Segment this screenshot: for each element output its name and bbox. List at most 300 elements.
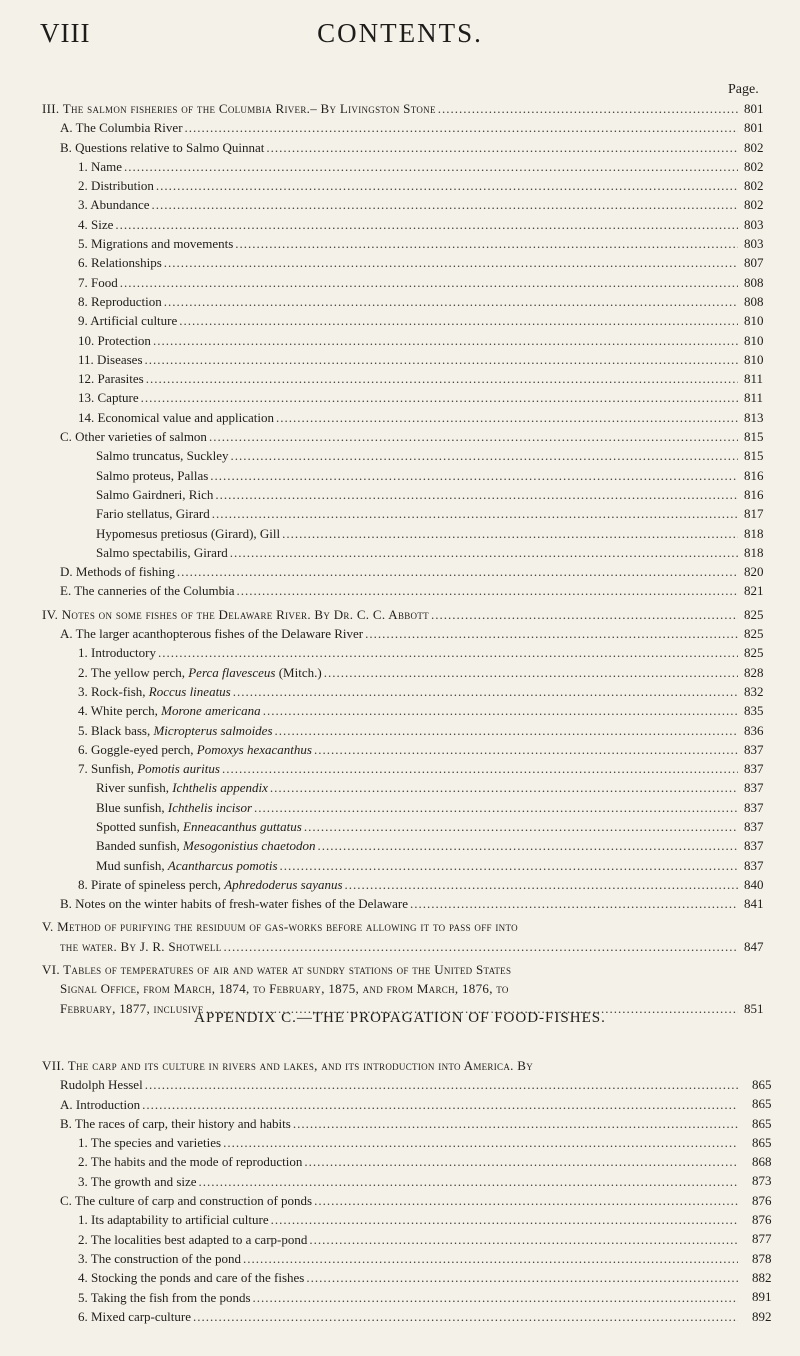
dot-leader bbox=[230, 543, 738, 562]
entry-page: 865 bbox=[752, 1096, 772, 1112]
entry-label: Salmo Gairdneri, Rich bbox=[96, 486, 214, 502]
entry-page: 837 bbox=[744, 799, 764, 815]
toc-entry bbox=[0, 1114, 800, 1133]
entry-title bbox=[78, 1268, 304, 1287]
toc-entry bbox=[0, 504, 800, 523]
entry-page: 802 bbox=[744, 178, 764, 194]
entry-label: Salmo spectabilis, Girard bbox=[96, 544, 228, 560]
entry-page: 837 bbox=[744, 780, 764, 796]
entry-page: 810 bbox=[744, 351, 764, 367]
toc-entry bbox=[0, 1288, 800, 1307]
entry-title bbox=[78, 1152, 302, 1171]
dot-leader bbox=[271, 1210, 738, 1229]
dot-leader bbox=[324, 663, 738, 682]
toc-entry bbox=[0, 701, 800, 720]
toc-entry bbox=[0, 643, 800, 662]
toc-entry bbox=[0, 195, 800, 214]
entry-title bbox=[42, 917, 518, 936]
dot-leader bbox=[233, 682, 738, 701]
toc-entry bbox=[0, 1095, 800, 1114]
entry-label: IV. Notes on some fishes of the Delaware River. By Dr. C. C. Abbott bbox=[42, 606, 429, 622]
entry-label: A. The Columbia River bbox=[60, 120, 183, 136]
entry-title bbox=[60, 581, 234, 600]
entry-title bbox=[78, 157, 122, 176]
dot-leader bbox=[215, 485, 738, 504]
entry-label: 1. Introductory bbox=[78, 645, 156, 661]
species-name: Micropterus salmoides bbox=[153, 722, 273, 738]
entry-label: 1. Its adaptability to artificial culture bbox=[78, 1212, 269, 1228]
entry-page: 878 bbox=[752, 1250, 772, 1266]
section-heading bbox=[0, 960, 800, 979]
entry-label: 1. The species and varieties bbox=[78, 1135, 222, 1151]
entry-title bbox=[60, 979, 509, 998]
entry-page: 807 bbox=[744, 255, 764, 271]
entry-label: 5. Taking the fish from the ponds bbox=[78, 1289, 251, 1305]
entry-title bbox=[60, 1095, 140, 1114]
dot-leader bbox=[199, 1172, 738, 1191]
toc-entry bbox=[0, 663, 800, 682]
entry-title bbox=[78, 875, 343, 894]
species-name: Pomotis auritus bbox=[137, 761, 220, 777]
entry-label: V. Method of purifying the residuum of gas-works before allowing it to pass off into bbox=[42, 919, 518, 935]
entry-page: 835 bbox=[744, 703, 764, 719]
entry-title bbox=[78, 253, 162, 272]
entry-page: 802 bbox=[744, 139, 764, 155]
entry-label: 10. Protection bbox=[78, 332, 151, 348]
dot-leader bbox=[309, 1230, 738, 1249]
section-heading bbox=[0, 605, 800, 624]
toc-entry bbox=[0, 1172, 800, 1191]
entry-page: 840 bbox=[744, 876, 764, 892]
species-name: Aphredoderus sayanus bbox=[224, 876, 343, 892]
entry-title bbox=[60, 1114, 291, 1133]
entry-title bbox=[96, 836, 316, 855]
entry-title bbox=[78, 311, 177, 330]
appendix-contents-list bbox=[0, 1056, 800, 1326]
entry-title bbox=[96, 466, 208, 485]
entry-page: 811 bbox=[744, 390, 764, 406]
entry-title bbox=[60, 937, 222, 956]
species-name: Acantharcus pomotis bbox=[167, 857, 278, 873]
dot-leader bbox=[304, 1152, 738, 1171]
dot-leader bbox=[224, 937, 738, 956]
toc-entry bbox=[0, 624, 800, 643]
entry-title bbox=[78, 1172, 197, 1191]
toc-entry bbox=[0, 253, 800, 272]
entry-page: 813 bbox=[744, 409, 764, 425]
entry-label: Fario stellatus, Girard bbox=[96, 506, 210, 522]
entry-title bbox=[96, 798, 252, 817]
dot-leader bbox=[179, 311, 738, 330]
entry-page: 808 bbox=[744, 274, 764, 290]
entry-label: 7. Sunfish, bbox=[78, 761, 134, 777]
entry-title bbox=[78, 701, 261, 720]
entry-label: 8. Pirate of spineless perch, bbox=[78, 876, 221, 892]
dot-leader bbox=[222, 759, 738, 778]
toc-entry bbox=[0, 1152, 800, 1171]
page-title: CONTENTS. bbox=[317, 18, 483, 48]
entry-page: 803 bbox=[744, 236, 764, 252]
entry-suffix: (Mitch.) bbox=[278, 664, 322, 680]
toc-entry bbox=[0, 740, 800, 759]
species-name: Morone americana bbox=[161, 703, 261, 719]
entry-label: 6. Goggle-eyed perch, bbox=[78, 741, 194, 757]
toc-entry bbox=[0, 543, 800, 562]
dot-leader bbox=[431, 605, 738, 624]
entry-title bbox=[78, 643, 156, 662]
toc-entry bbox=[0, 581, 800, 600]
toc-entry bbox=[0, 292, 800, 311]
entry-page: 802 bbox=[744, 197, 764, 213]
entry-page: 818 bbox=[744, 544, 764, 560]
entry-title bbox=[78, 292, 162, 311]
entry-title bbox=[78, 350, 143, 369]
entry-label: C. The culture of carp and construction of ponds bbox=[60, 1193, 313, 1209]
entry-page: 876 bbox=[752, 1212, 772, 1228]
entry-label: 14. Economical value and application bbox=[78, 409, 275, 425]
dot-leader bbox=[115, 215, 738, 234]
entry-page: 828 bbox=[744, 664, 764, 680]
entry-page: 802 bbox=[744, 158, 764, 174]
dot-leader bbox=[151, 195, 738, 214]
section-heading-cont bbox=[0, 979, 800, 998]
dot-leader bbox=[193, 1307, 738, 1326]
toc-entry bbox=[0, 311, 800, 330]
appendix-page-column bbox=[752, 1075, 792, 1326]
entry-label: 2. The habits and the mode of reproduction bbox=[78, 1154, 303, 1170]
entry-label: 2. Distribution bbox=[78, 178, 154, 194]
dot-leader bbox=[266, 138, 738, 157]
species-name: Enneacanthus guttatus bbox=[183, 818, 302, 834]
toc-entry bbox=[0, 408, 800, 427]
entry-title bbox=[78, 234, 233, 253]
dot-leader bbox=[306, 1268, 738, 1287]
contents-list bbox=[0, 99, 800, 1018]
dot-leader bbox=[438, 99, 738, 118]
entry-page: 837 bbox=[744, 857, 764, 873]
species-name: Roccus lineatus bbox=[148, 683, 231, 699]
entry-title bbox=[60, 427, 207, 446]
entry-page: 891 bbox=[752, 1289, 772, 1305]
entry-page: 801 bbox=[744, 101, 764, 116]
toc-entry bbox=[0, 157, 800, 176]
entry-title bbox=[96, 504, 210, 523]
entry-label: Signal Office, from March, 1874, to February, 1875, and from March, 1876, to bbox=[60, 981, 509, 997]
entry-page: 836 bbox=[744, 722, 764, 738]
section-heading-cont bbox=[0, 1075, 800, 1094]
entry-title bbox=[60, 894, 408, 913]
toc-entry bbox=[0, 524, 800, 543]
entry-page: 817 bbox=[744, 506, 764, 522]
entry-page: 865 bbox=[752, 1115, 772, 1131]
entry-title bbox=[78, 215, 113, 234]
toc-entry bbox=[0, 485, 800, 504]
entry-label: Blue sunfish, bbox=[96, 799, 165, 815]
entry-page: 837 bbox=[744, 741, 764, 757]
entry-title bbox=[96, 856, 278, 875]
entry-title bbox=[60, 1075, 143, 1094]
entry-label: 4. Stocking the ponds and care of the fishes bbox=[78, 1270, 305, 1286]
entry-page: 851 bbox=[744, 1000, 764, 1016]
page-number: VIII bbox=[40, 18, 91, 48]
dot-leader bbox=[120, 273, 738, 292]
entry-label: A. The larger acanthopterous fishes of the Delaware River bbox=[60, 626, 364, 642]
entry-title bbox=[78, 721, 273, 740]
entry-title bbox=[78, 663, 322, 682]
entry-label: Salmo proteus, Pallas bbox=[96, 467, 209, 483]
entry-title bbox=[78, 331, 151, 350]
entry-label: 9. Artificial culture bbox=[78, 313, 178, 329]
entry-label: River sunfish, bbox=[96, 780, 169, 796]
entry-title bbox=[42, 1056, 533, 1075]
dot-leader bbox=[185, 118, 738, 137]
dot-leader bbox=[223, 1133, 738, 1152]
entry-label: Mud sunfish, bbox=[96, 857, 165, 873]
entry-label: 4. Size bbox=[78, 216, 114, 232]
dot-leader bbox=[164, 292, 738, 311]
entry-label: III. The salmon fisheries of the Columbia River.– By Livingston Stone bbox=[42, 101, 436, 116]
entry-title bbox=[96, 543, 228, 562]
entry-label: C. Other varieties of salmon bbox=[60, 429, 207, 445]
entry-page: 801 bbox=[744, 120, 764, 136]
entry-page: 841 bbox=[744, 896, 764, 912]
dot-leader bbox=[153, 331, 738, 350]
dot-leader bbox=[231, 446, 738, 465]
entry-label: 6. Relationships bbox=[78, 255, 162, 271]
entry-page: 811 bbox=[744, 371, 764, 387]
entry-page: 865 bbox=[752, 1134, 772, 1150]
entry-title bbox=[42, 99, 436, 118]
toc-entry bbox=[0, 1307, 800, 1326]
dot-leader bbox=[158, 643, 738, 662]
toc-entry bbox=[0, 759, 800, 778]
entry-page: 825 bbox=[744, 626, 764, 642]
entry-title bbox=[96, 778, 268, 797]
toc-entry bbox=[0, 388, 800, 407]
entry-label: 5. Migrations and movements bbox=[78, 236, 234, 252]
toc-entry bbox=[0, 215, 800, 234]
toc-entry bbox=[0, 350, 800, 369]
entry-title bbox=[96, 817, 302, 836]
entry-label: A. Introduction bbox=[60, 1096, 141, 1112]
toc-entry bbox=[0, 234, 800, 253]
dot-leader bbox=[293, 1114, 738, 1133]
entry-title bbox=[78, 195, 149, 214]
entry-page: 832 bbox=[744, 683, 764, 699]
dot-leader bbox=[145, 1075, 738, 1094]
dot-leader bbox=[142, 1095, 738, 1114]
entry-label: 2. The localities best adapted to a carp-pond bbox=[78, 1231, 308, 1247]
entry-label: 3. Rock-fish, bbox=[78, 683, 146, 699]
dot-leader bbox=[314, 740, 738, 759]
entry-label: VII. The carp and its culture in rivers and lakes, and its introduction into America. By bbox=[42, 1058, 533, 1073]
entry-title bbox=[60, 118, 183, 137]
toc-entry bbox=[0, 1191, 800, 1210]
entry-label: February, 1877, inclusive bbox=[60, 1000, 204, 1016]
dot-leader bbox=[253, 1288, 738, 1307]
dot-leader bbox=[146, 369, 738, 388]
dot-leader bbox=[177, 562, 738, 581]
dot-leader bbox=[318, 836, 738, 855]
entry-label: 3. The construction of the pond bbox=[78, 1250, 241, 1266]
entry-page: 815 bbox=[744, 448, 764, 464]
dot-leader bbox=[243, 1249, 738, 1268]
entry-label: 2. The yellow perch, bbox=[78, 664, 185, 680]
dot-leader bbox=[270, 778, 738, 797]
toc-entry bbox=[0, 682, 800, 701]
toc-entry bbox=[0, 1249, 800, 1268]
toc-entry bbox=[0, 118, 800, 137]
entry-label: the water. By J. R. Shotwell bbox=[60, 938, 222, 954]
entry-page: 816 bbox=[744, 486, 764, 502]
toc-entry bbox=[0, 721, 800, 740]
entry-title bbox=[78, 408, 274, 427]
entry-label: 6. Mixed carp-culture bbox=[78, 1308, 191, 1324]
dot-leader bbox=[156, 176, 738, 195]
entry-label: 12. Parasites bbox=[78, 371, 144, 387]
dot-leader bbox=[212, 504, 738, 523]
entry-title bbox=[78, 369, 144, 388]
entry-label: B. Notes on the winter habits of fresh-water fishes of the Delaware bbox=[60, 896, 408, 912]
species-name: Perca flavesceus bbox=[188, 664, 276, 680]
toc-entry bbox=[0, 138, 800, 157]
entry-label: 13. Capture bbox=[78, 390, 139, 406]
toc-entry bbox=[0, 273, 800, 292]
toc-entry bbox=[0, 875, 800, 894]
dot-leader bbox=[345, 875, 738, 894]
toc-entry bbox=[0, 562, 800, 581]
toc-entry bbox=[0, 369, 800, 388]
toc-entry bbox=[0, 1133, 800, 1152]
entry-label: 11. Diseases bbox=[78, 351, 143, 367]
entry-page: 865 bbox=[752, 1077, 772, 1092]
dot-leader bbox=[235, 234, 738, 253]
entry-page: 837 bbox=[744, 761, 764, 777]
entry-title bbox=[78, 1249, 241, 1268]
entry-title bbox=[78, 682, 231, 701]
entry-page: 810 bbox=[744, 313, 764, 329]
entry-label: Hypomesus pretiosus (Girard), Gill bbox=[96, 525, 281, 541]
entry-title bbox=[60, 624, 363, 643]
dot-leader bbox=[209, 427, 738, 446]
section-heading bbox=[0, 917, 800, 936]
dot-leader bbox=[141, 388, 738, 407]
entry-label: E. The canneries of the Columbia bbox=[60, 583, 235, 599]
entry-page: 837 bbox=[744, 818, 764, 834]
dot-leader bbox=[263, 701, 738, 720]
toc-entry bbox=[0, 427, 800, 446]
entry-page: 825 bbox=[744, 645, 764, 661]
dot-leader bbox=[210, 466, 738, 485]
entry-page: 882 bbox=[752, 1269, 772, 1285]
dot-leader bbox=[410, 894, 738, 913]
entry-page: 808 bbox=[744, 293, 764, 309]
entry-title bbox=[42, 605, 429, 624]
page-column-label: Page. bbox=[728, 82, 759, 97]
toc-entry bbox=[0, 817, 800, 836]
entry-title bbox=[78, 740, 312, 759]
entry-page: 837 bbox=[744, 838, 764, 854]
entry-page: 868 bbox=[752, 1154, 772, 1170]
toc-entry bbox=[0, 778, 800, 797]
toc-entry bbox=[0, 1210, 800, 1229]
entry-label: 7. Food bbox=[78, 274, 118, 290]
entry-label: 3. Abundance bbox=[78, 197, 150, 213]
dot-leader bbox=[124, 157, 738, 176]
entry-title bbox=[96, 446, 229, 465]
entry-title bbox=[78, 1307, 191, 1326]
entry-title bbox=[78, 1133, 221, 1152]
toc-entry bbox=[0, 446, 800, 465]
entry-page: 825 bbox=[744, 606, 764, 622]
entry-title bbox=[96, 485, 213, 504]
entry-label: Rudolph Hessel bbox=[60, 1077, 143, 1093]
toc-entry bbox=[0, 1230, 800, 1249]
entry-page: 892 bbox=[752, 1308, 772, 1324]
entry-page: 821 bbox=[744, 583, 764, 599]
entry-label: VI. Tables of temperatures of air and water at sundry stations of the United States bbox=[42, 962, 512, 978]
entry-label: 4. White perch, bbox=[78, 703, 158, 719]
entry-page: 873 bbox=[752, 1173, 772, 1189]
dot-leader bbox=[282, 524, 738, 543]
entry-label: 3. The growth and size bbox=[78, 1173, 197, 1189]
toc-entry bbox=[0, 856, 800, 875]
entry-title bbox=[78, 176, 154, 195]
species-name: Ichthelis appendix bbox=[172, 780, 268, 796]
entry-page: 803 bbox=[744, 216, 764, 232]
section-heading-cont bbox=[0, 937, 800, 956]
entry-label: 1. Name bbox=[78, 158, 123, 174]
dot-leader bbox=[145, 350, 738, 369]
entry-page: 877 bbox=[752, 1231, 772, 1247]
toc-entry bbox=[0, 331, 800, 350]
toc-entry bbox=[0, 466, 800, 485]
entry-title bbox=[96, 524, 280, 543]
dot-leader bbox=[236, 581, 738, 600]
entry-title bbox=[78, 759, 220, 778]
dot-leader bbox=[314, 1191, 738, 1210]
entry-page: 818 bbox=[744, 525, 764, 541]
section-heading bbox=[0, 99, 800, 118]
entry-page: 815 bbox=[744, 429, 764, 445]
entry-page: 876 bbox=[752, 1192, 772, 1208]
section-heading bbox=[0, 1056, 800, 1075]
dot-leader bbox=[304, 817, 738, 836]
entry-label: B. The races of carp, their history and habits bbox=[60, 1115, 291, 1131]
entry-page: 847 bbox=[744, 938, 764, 954]
entry-page: 810 bbox=[744, 332, 764, 348]
entry-label: 5. Black bass, bbox=[78, 722, 151, 738]
dot-leader bbox=[164, 253, 738, 272]
entry-title bbox=[78, 1230, 307, 1249]
dot-leader bbox=[365, 624, 738, 643]
appendix-heading: APPENDIX C.—THE PROPAGATION OF FOOD-FISHES. bbox=[194, 1010, 606, 1026]
species-name: Pomoxys hexacanthus bbox=[196, 741, 312, 757]
entry-title bbox=[78, 1288, 251, 1307]
entry-title bbox=[78, 273, 118, 292]
entry-label: B. Questions relative to Salmo Quinnat bbox=[60, 139, 265, 155]
dot-leader bbox=[280, 856, 738, 875]
running-head bbox=[0, 18, 800, 58]
entry-label: Spotted sunfish, bbox=[96, 818, 180, 834]
entry-label: Banded sunfish, bbox=[96, 838, 180, 854]
toc-entry bbox=[0, 1268, 800, 1287]
entry-label: Salmo truncatus, Suckley bbox=[96, 448, 229, 464]
species-name: Mesogonistius chaetodon bbox=[183, 838, 316, 854]
toc-entry bbox=[0, 798, 800, 817]
entry-title bbox=[78, 1210, 269, 1229]
entry-page: 816 bbox=[744, 467, 764, 483]
